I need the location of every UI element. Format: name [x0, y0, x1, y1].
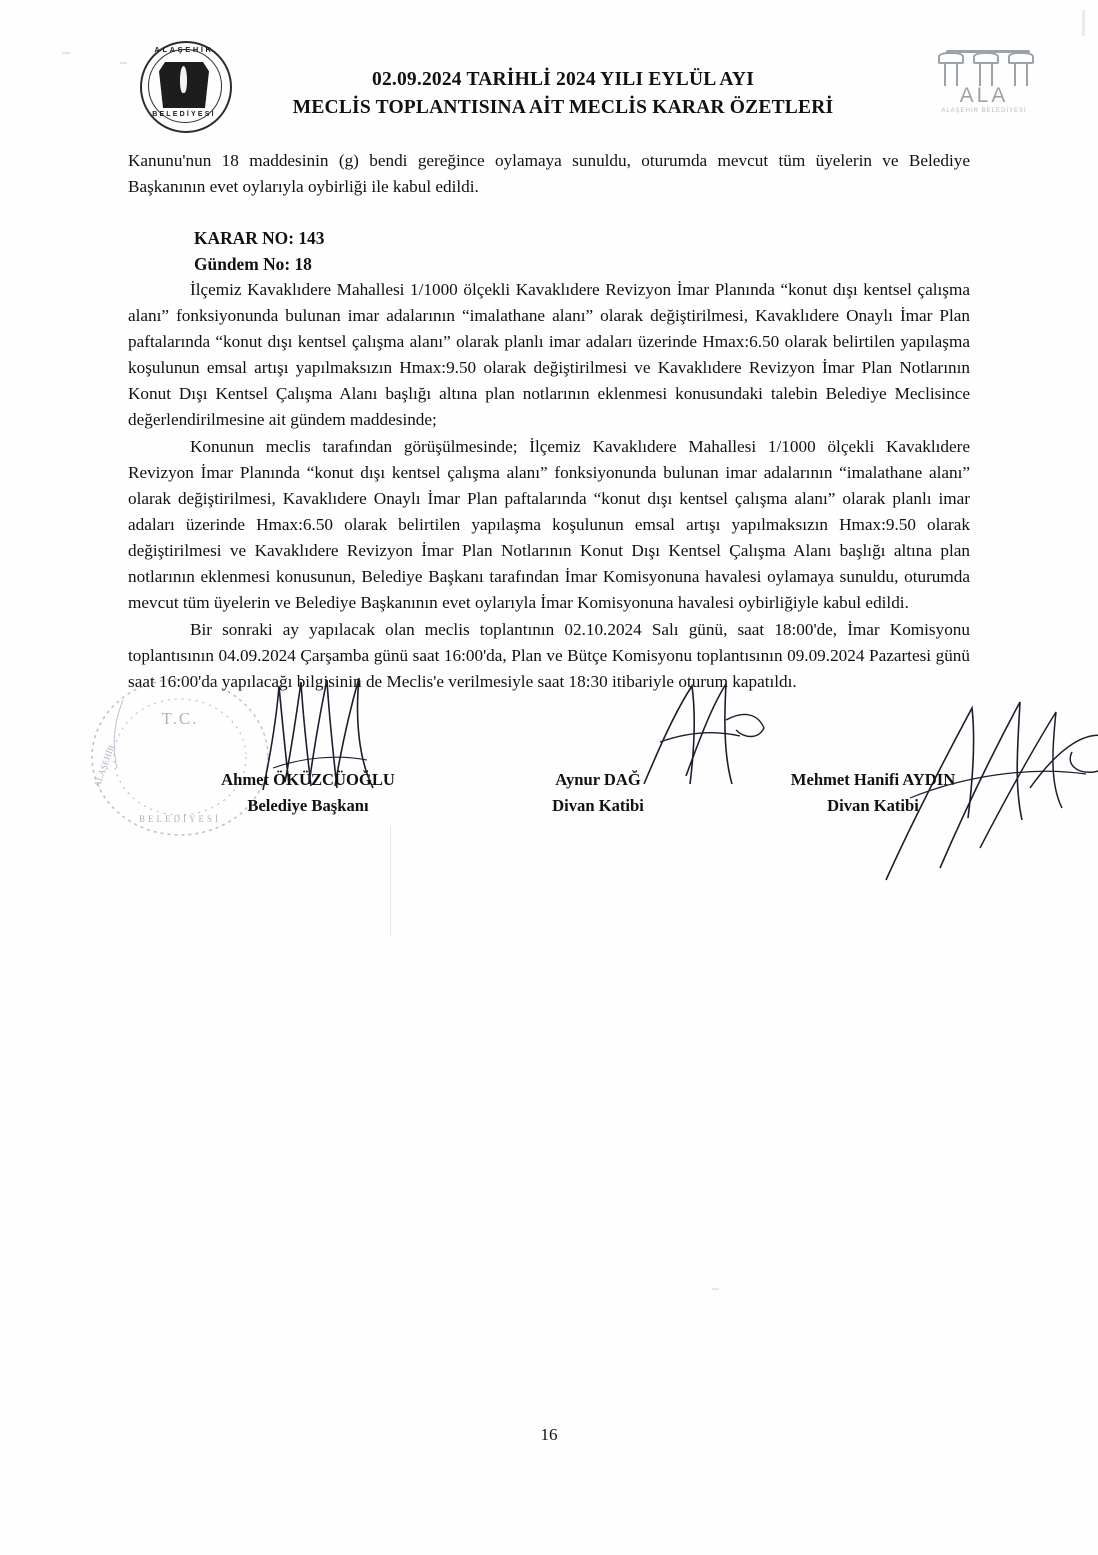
continuation-paragraph: Kanunu'nun 18 maddesinin (g) bendi gereğince oylamaya sunuldu, oturumda mevcut tüm üyelerin ve Belediye Başkanının evet oylarıyla oybirliği ile kabul edildi.: [128, 151, 970, 197]
signature-mayor: [168, 767, 448, 818]
scan-artifact-line: [390, 826, 391, 936]
signature-name: Ahmet ÖKÜZCÜOĞLU: [221, 770, 395, 789]
seal-bottom-text: BELEDİYESİ: [152, 111, 216, 118]
signature-role: Divan Katibi: [552, 795, 644, 815]
karar-no: KARAR NO: 143: [194, 228, 325, 249]
ala-logo-icon: [930, 50, 1038, 128]
closing-paragraph: Bir sonraki ay yapılacak olan meclis toplantının 02.10.2024 Salı günü, saat 18:00'de, İmar Komisyonu toplantısının 04.09.2024 Çarşamba günü saat 16:00'da, Plan ve Bütçe Komisyonu toplantısının 09.09.2024 Pazartesi günü saat 16:00'da yapılacağı bilgisinin de Meclis'e verilmesiyle saat 18:30 itibariyle oturum kapatıldı.: [128, 619, 970, 691]
page-title: [238, 66, 888, 123]
ala-columns-graphic: [936, 50, 1032, 86]
scan-artifact-dot-left-2: [120, 62, 127, 64]
page-title-line-2: MECLİS TOPLANTISINA AİT MECLİS KARAR ÖZETLERİ: [292, 97, 834, 119]
ala-column-shaft-3: [1014, 62, 1028, 86]
ala-logo-subtext: ALAŞEHİR BELEDİYESİ: [941, 108, 1027, 114]
scan-artifact-dot-left: [62, 52, 70, 54]
seal-emblem: [159, 62, 209, 108]
document-header: [128, 38, 1038, 133]
signature-role: Divan Katibi: [827, 795, 919, 815]
signature-clerk-2: [728, 767, 1018, 818]
ala-column-shaft-1: [944, 62, 958, 86]
gundem-no: Gündem No: 18: [194, 253, 312, 274]
svg-text:ALAŞEHİR: ALAŞEHİR: [91, 743, 117, 789]
decision-heading-block: [194, 226, 970, 276]
ala-logo-text: ALA: [959, 84, 1009, 107]
ala-column-shaft-2: [979, 62, 993, 86]
svg-text:T.C.: T.C.: [161, 709, 199, 728]
signature-block: [128, 745, 970, 825]
decision-paragraph-1: İlçemiz Kavaklıdere Mahallesi 1/1000 ölçekli Kavaklıdere Revizyon İmar Planında “konut dışı kentsel çalışma alanı” fonksiyonunda bulunan imar adalarının “imalathane alanı” olarak değiştirilmesi, Kavaklıdere Onaylı İmar Plan paftalarında “konut dışı kentsel çalışma alanı” olarak planlı imar adaları üzerinde Hmax:6.50 olarak belirtilen yapılaşma koşulunun emsal artışı yapılmaksızın Hmax:9.50 olarak değiştirilmesi ve Kavaklıdere Revizyon İmar Plan Notlarının Konut Dışı Kentsel Çalışma Alanı başlığı altına plan notlarının eklenmesi konusundaki talebin Belediye Meclisince değerlendirilmesine ait gündem maddesinde;: [128, 279, 970, 430]
decision-paragraph-2: Konunun meclis tarafından görüşülmesinde; İlçemiz Kavaklıdere Mahallesi 1/1000 ölçekli Kavaklıdere Revizyon İmar Planında “konut dışı kentsel çalışma alanı” fonksiyonunda bulunan imar adalarının “imalathane alanı” olarak değiştirilmesi, Kavaklıdere Onaylı İmar Plan paftalarında “konut dışı kentsel çalışma alanı” olarak planlı imar adaları üzerinde Hmax:6.50 olarak belirtilen yapılaşma koşulunun emsal artışı yapılmaksızın Hmax:9.50 olarak değiştirilmesi ve Kavaklıdere Revizyon İmar Plan Notlarının Konut Dışı Kentsel Çalışma Alanı başlığı altına plan notlarının eklenmesi konusunun, Belediye Başkanı tarafından İmar Komisyonuna havalesi oylamaya sunuldu, oturumda mevcut tüm üyelerin ve Belediye Başkanının evet oylarıyla İmar Komisyonuna havalesi oybirliğiyle kabul edildi.: [128, 436, 970, 613]
scan-artifact-dot-mid: [712, 1288, 719, 1290]
scan-artifact-edge: [1082, 10, 1085, 36]
seal-top-text: ALAŞEHİR: [154, 45, 214, 54]
signature-name: Aynur DAĞ: [555, 770, 641, 789]
signature-name: Mehmet Hanifi AYDIN: [790, 770, 956, 789]
svg-text:BELEDİYESİ: BELEDİYESİ: [139, 814, 221, 824]
signature-clerk-1: [498, 767, 698, 818]
signature-role: Belediye Başkanı: [247, 795, 369, 815]
document-body: [128, 148, 970, 695]
page-number: 16: [540, 1425, 558, 1444]
alasehir-municipality-seal-icon: [128, 38, 238, 133]
page-title-line-1: 02.09.2024 TARİHLİ 2024 YILI EYLÜL AYI: [372, 69, 754, 90]
